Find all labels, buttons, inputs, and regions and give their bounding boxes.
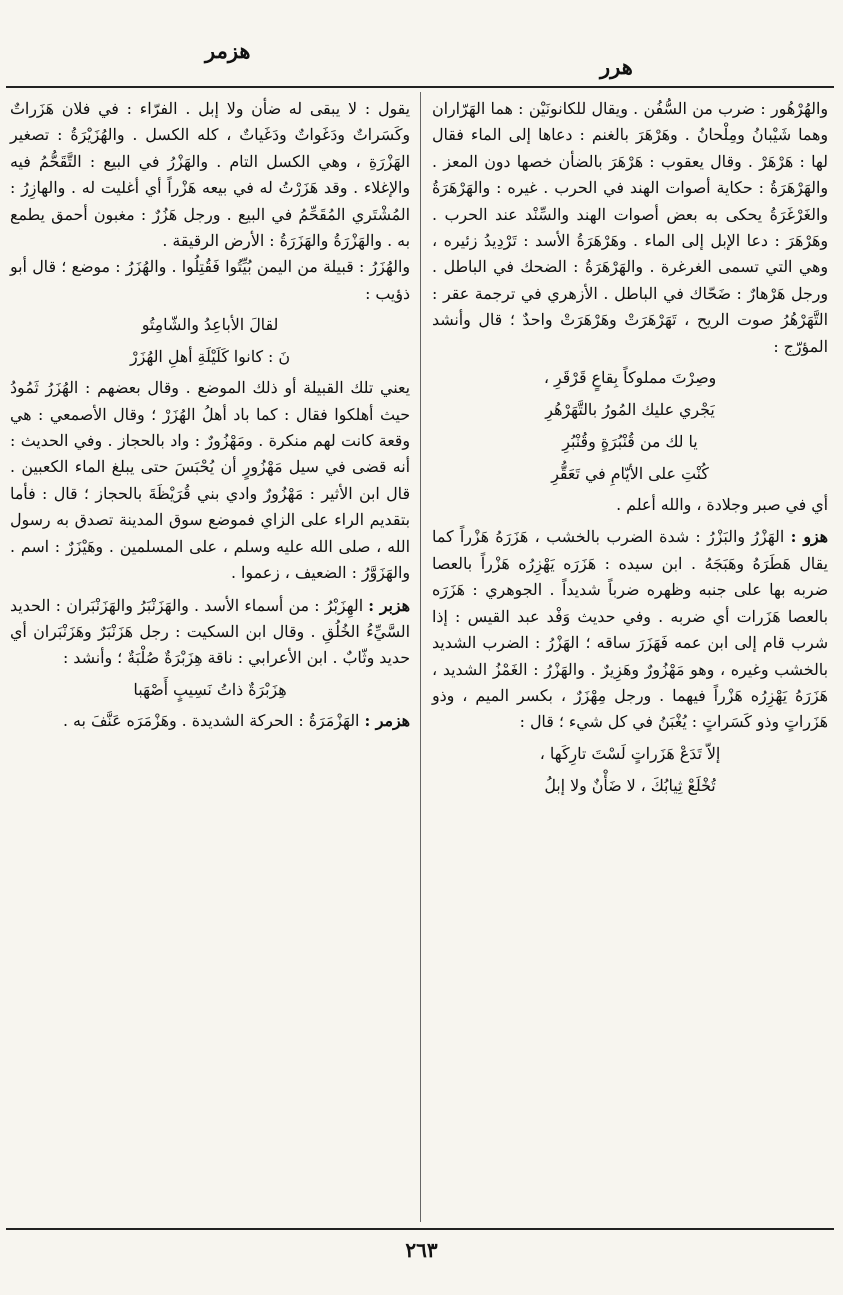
entry (10, 708, 410, 734)
running-header-right: هرر (600, 54, 633, 79)
verse-block (10, 674, 410, 706)
entry (10, 593, 410, 672)
entry-headword: هزمر : (364, 710, 410, 730)
verse-line: تُخْلَعْ ثِيابُكَ ، لا ضَأْنٌ ولا إبلُ (544, 775, 716, 795)
left-column (10, 96, 410, 734)
entry-body: الهَزْرُ والبَزْرُ : شدة الضرب بالخشب ، هَزَرَهُ هَزْراً كما يقال هَطَرَهُ وهَبَجَهُ . ابن سيده : هَزَرَه يَهْزِرُه هَزْراً بالعصا ضربه بها على جنبه وظهره ضرباً شديداً . الجوهري : هَزَرَه بالعصا هَزَرات أي ضربه . وفي حديث وَفْد عبد القيس : إذا شرب قام إلى ابن عمه فَهَزَرَ ساقه ؛ الهَزْرُ : الضرب الشديد بالخشب وغيره ، وهو مَهْزُورٌ وهَزِيرٌ . والهَزْرُ : الغَمْزُ الشديد ، هَزَرَهُ يَهْزِرُه هَزْراً فيهما . ورجل مِهْزَرٌ ، بكسر الميم ، وذو هَزَراتٍ وذو كَسَراتٍ : يُغْبَنُ في كل شيء ؛ قال : (432, 527, 828, 732)
verse-line: هِزَبْرَةٌ ذاتُ نَسِيبٍ أَصْهَبا (133, 679, 287, 699)
header-rule (6, 86, 834, 88)
verse-block (432, 362, 828, 490)
verse-line: لقالَ الأباعِدُ والشّامِتُو (141, 315, 279, 335)
entry-headword: هزبر : (368, 595, 410, 615)
paragraph: أي في صبر وجلادة ، والله أعلم . (616, 495, 828, 515)
paragraph: والهُرْهُور : ضرب من السُّفُن . ويقال للكانونَيْن : هما الهَرّاران وهما شَيْبانُ ومِلْحانُ . وهَرْهَرَ بالغنم : دعاها إلى الماء فقال لها : هَرْهَرْ . وقال يعقوب : هَرْهَرَ بالضأن خصها دون المعز . والهَرْهَرَةُ : حكاية أصوات الهند في الحرب . غيره : والهَرْهَرَةُ والغَرْغَرَةُ يحكى به بعض أصوات الهند والسِّنْد عند الحرب . وهَرْهَرَ : دعا الإبل إلى الماء . وهَرْهَرَةُ الأسد : تَرْدِيدُ زئيره ، وهي التي تسمى الغرغرة . والهَرْهَرَةُ : الضحك في الباطل . ورجل هَرْهارٌ : ضَحّاك في الباطل . الأزهري في ترجمة عقر : التَّهَرْهُرُ صوت الريح ، تَهَرْهَرَتْ وهَرْهَرَتْ واحدٌ ؛ قال وأنشد المؤرّج : (432, 99, 828, 356)
entry (432, 524, 828, 735)
right-column (432, 96, 828, 804)
verse-block (10, 309, 410, 373)
verse-line: يَجْري عليك المُورُ بالتَّهَرْهُرِ (545, 400, 715, 420)
verse-line: يا لك من قُنْبُرَةٍ وقُنْبُرِ (562, 432, 698, 452)
verse-line: وصِرْتَ مملوكاً بِقاعٍ قَرْقَرِ ، (543, 368, 717, 388)
entry-body: الهَزْمَرَةُ : الحركة الشديدة . وهَزْمَرَه عَنَّفَ به . (63, 710, 360, 730)
entry-body: الهِزَبْرُ : من أسماء الأسد . والهَزَنْبَرُ والهَزَنْبَران : الحديد السَّيِّءُ الخُلُقِ . وقال ابن السكيت : رجل هَزَنْبَرٌ وهَزَنْبَران أي حديد وثّابٌ . ابن الأعرابي : ناقة هِزَبْرَةٌ صُلْبَةٌ ؛ وأنشد : (10, 595, 410, 668)
verse-line: نَ : كانوا كَلَيْلَةِ أهلِ الهُزَرْ (129, 347, 291, 367)
paragraph: يقول : لا يبقى له ضأن ولا إبل . الفرّاء : في فلان هَزَراتٌ وكَسَراتٌ ودَغَواتٌ ودَغَياتٌ ، كله الكسل . والهُزَيْرَةُ : تصغير الهَزْرَةِ ، وهي الكسل التام . والهَزْرُ في البيع : التَّقَحُّمُ فيه والإغلاء . وقد هَزَرْتُ له في بيعه هَزْراً أي أغليت له . والهازِرُ : المُشْتَري المُقَحِّمُ في البيع . ورجل هَزُرٌ : مغبون أحمق يطمع به . والهَزْرَةُ والهَزَرَةُ : الأرض الرقيقة . (10, 99, 410, 251)
verse-block (432, 738, 828, 802)
footer-rule (6, 1228, 834, 1230)
page-number: ٢٦٣ (405, 1238, 438, 1262)
entry-headword: هزو : (790, 527, 828, 547)
paragraph: يعني تلك القبيلة أو ذلك الموضع . وقال بعضهم : الهُزَرُ ثَمُودُ حيث أهلكوا فقال : كما باد أهلُ الهُزَرْ ؛ وقال الأصمعي : هي وقعة كانت لهم منكرة . ومَهْزُورٌ : واد بالحجاز . وفي الحديث : أنه قضى في سيل مَهْزُورٍ أن يُحْبَسَ حتى يبلغ الماء الكعبين . قال ابن الأثير : مَهْزُورٌ وادي بني قُرَيْظَةَ بالحجاز ؛ قال : فأما بتقديم الراء على الزاي فموضع سوق المدينة تصدق به رسول الله ، صلى الله عليه وسلم ، على المسلمين . وهَيْزَرٌ : اسم . والهَزَوَّرُ : الضعيف ، زعموا . (10, 378, 410, 583)
verse-line: كُنْتِ على الأيّامِ في تَعَقُّرِ (551, 464, 709, 484)
running-header-left: هزمر (205, 38, 251, 63)
paragraph: والهُزَرُ : قبيلة من اليمن بُيِّتُوا فَقُتِلُوا . والهُزَرُ : موضع ؛ قال أبو ذؤيب : (10, 257, 410, 303)
verse-line: إلاّ تَدَعْ هَزَراتٍ لَسْتَ تارِكَها ، (539, 743, 721, 763)
column-divider (420, 92, 421, 1222)
